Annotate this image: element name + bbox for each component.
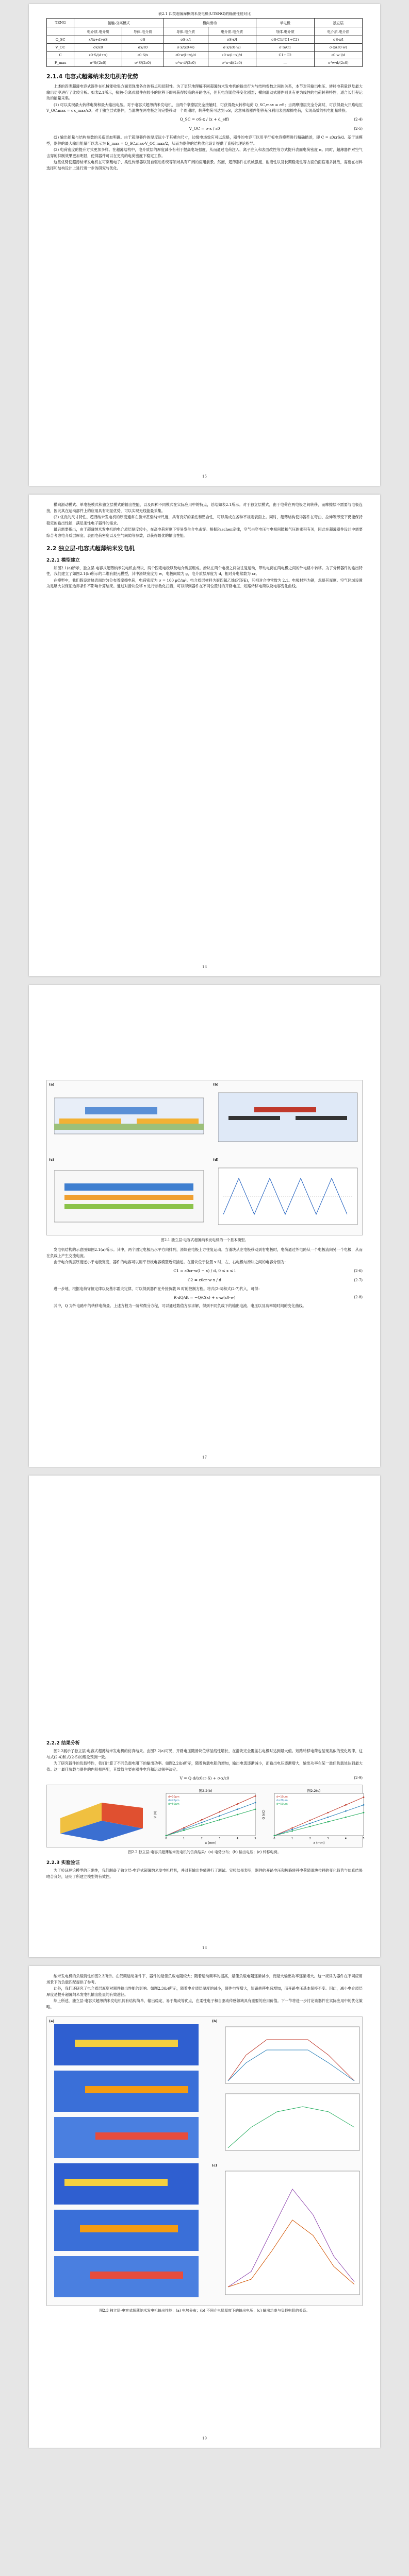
paragraph: 其中，Q 为外电路中的转移电荷量。上述方程为一阶常微分方程，可以通过数值方法求解，得到不同负载下的输出电流、电压以及功率随时间的变化曲线。: [54, 1303, 306, 1309]
table-cell: 导体-电介质: [122, 27, 163, 36]
data-point: [327, 1817, 329, 1818]
paragraph: 进一步地，根据电荷守恒定律以及基尔霍夫定律，可以得到器件在外接负载 R 时的控制方程。将式(2-6)和式(2-7)代入，可得：: [54, 1286, 262, 1291]
table-cell: 电介质-电介质: [208, 27, 256, 36]
data-point: [237, 1814, 238, 1816]
table-cell: σS·x/l: [208, 36, 256, 44]
equation-body: V_OC = σ·x / ε0: [189, 126, 220, 131]
equation-number: (2-7): [354, 1278, 363, 1282]
equation-number: (2-6): [354, 1268, 363, 1273]
figure-2-2: [46, 1785, 363, 1848]
waveform-plot: [218, 1163, 363, 1230]
power-load-plot: [215, 2168, 365, 2302]
table-cell: [47, 27, 74, 36]
table-cell: F_max: [47, 59, 74, 67]
x-axis-label: x (mm): [313, 1841, 325, 1845]
paragraph: 上述的四类超薄电容式器件在机械能收集方面表现出各自的特点和局限性。为了更好地理解不同超薄纳米发电机的输出行为与结构参数之间的关系，本节对其输出电压、转移电荷量以及最大输出功率进行了比较分析。如表2.1所示，接触-分离式器件在较小的位移下即可获得较高的开路电压，但其电容随位移变化剧烈；横向滑动式器件则具有更为线性的电荷转移特性，适合长行程运动的能量采集。: [46, 84, 363, 101]
paragraph: 综上所述，独立层-电容式超薄纳米发电机具有结构简单、输出稳定、易于集成等优点，在柔性电子和自驱动传感领域具有重要的应用价值。下一节将进一步讨论该器件在实际应用中的优化策略。: [46, 1998, 363, 2009]
x-tick-label: 3: [327, 1837, 329, 1841]
table-cell: σS·x/l: [163, 36, 208, 44]
chart-title: 图2.2(b): [199, 1789, 212, 1793]
figure-panel-label: (c): [49, 1158, 54, 1162]
page-number: 17: [202, 1455, 207, 1460]
table-cell: σx/ε0: [74, 44, 122, 52]
table-cell: V_OC: [47, 44, 74, 52]
data-point: [183, 1827, 185, 1829]
figure-panel-label: (b): [212, 2019, 218, 2023]
table-header-cell: 独立层: [314, 19, 362, 27]
data-point: [291, 1831, 293, 1832]
paragraph: 图2.2展示了独立层-电容式超薄纳米发电机的仿真结果。由图2.2(a)可见，开路电压随滑块位移呈线性增长，在滑块完全覆盖右电极时达到最大值。短路转移电荷也呈现类似的变化规律，这与式(2-4)和式(2-5)的理论预测一致。: [46, 1749, 363, 1759]
table-caption: 表2.1 四类超薄摩擦纳米发电机(UTENG)的输出性能对比: [158, 12, 251, 16]
equation-body: Q_SC = σS·x / (x + d_eff): [179, 117, 230, 122]
document-page-4: [29, 1476, 380, 1957]
table-cell: σ·x/(ε0·w): [208, 44, 256, 52]
data-point: [255, 1802, 256, 1804]
section-heading: 2.2 独立层-电容式超薄纳米发电机: [46, 545, 135, 552]
data-point: [255, 1795, 256, 1797]
table-subheader-row: [47, 27, 363, 36]
chart-title: 图2.2(c): [307, 1789, 321, 1793]
paragraph: 由于电介质层厚度远小于电极宽度，器件的电容可以用平行板电容模型近似描述。在滑块位于位置 x 时，左、右电极与滑块之间的电容分别为：: [54, 1260, 288, 1265]
data-point: [363, 1797, 365, 1798]
section-heading: 2.1.4 电容式超薄纳米发电机的优势: [46, 73, 139, 80]
document-page-1: [29, 4, 380, 486]
equation-number: (2-5): [354, 126, 363, 131]
data-point: [274, 1835, 275, 1837]
table-header-cell: 单电极: [256, 19, 314, 27]
table-cell: σ²w·d/(2ε0): [314, 59, 362, 67]
table-cell: ε0·w·l/d: [314, 52, 362, 59]
thickness-voltage-plots: [215, 2024, 365, 2158]
subsection-heading: 2.2.2 结果分析: [46, 1741, 80, 1746]
data-point: [363, 1812, 365, 1814]
plot-area: [166, 1793, 255, 1836]
data-point: [345, 1804, 347, 1806]
figure-caption: 图2.1 独立层-电容式超薄纳米发电机的一个基本模型。: [160, 1238, 249, 1242]
y-axis-label: Q (nC): [262, 1809, 266, 1820]
table-header-cell: 接触-分离模式: [74, 19, 163, 27]
table-header-row: [47, 19, 363, 27]
legend-entry: d=20μm: [276, 1799, 288, 1803]
table-cell: ε0·S/x: [122, 52, 163, 59]
x-tick-label: 4: [345, 1837, 347, 1841]
blank-space: [46, 1483, 363, 1735]
x-tick-label: 4: [236, 1837, 238, 1841]
table-row: [47, 44, 363, 52]
x-tick-label: 2: [309, 1837, 311, 1841]
layered-structure-diagram: [54, 1163, 209, 1230]
data-point: [183, 1830, 185, 1832]
figure-2-3: [46, 2016, 363, 2306]
x-tick-label: 0: [273, 1837, 275, 1841]
table-cell: ε0·w(l−x)/d: [208, 52, 256, 59]
table-cell: —: [256, 59, 314, 67]
subsection-heading: 2.2.1 模型建立: [46, 557, 80, 563]
equation: [46, 1277, 363, 1284]
paragraph: 纳米发电机的负载特性如图2.3所示。在低频运动条件下，器件的最佳负载电阻较大；随着运动频率的提高，最佳负载电阻逐渐减小，而最大输出功率逐渐增大。这一规律为器件在不同应用场景下的负载匹配提供了参考。: [46, 1974, 363, 1985]
data-point: [219, 1816, 220, 1817]
equation-body: V = Q·d/(ε0εr·S) + σ·x/ε0: [179, 1775, 230, 1781]
x-tick-label: 1: [291, 1837, 293, 1841]
table-cell: σ²S/(2ε0): [74, 59, 122, 67]
legend-entry: d=10μm: [276, 1795, 288, 1799]
legend-entry: d=50μm: [276, 1803, 288, 1806]
table-cell: σ²w·d/(2ε0): [163, 59, 208, 67]
x-tick-label: 0: [165, 1837, 167, 1841]
table-cell: σ²S/(2ε0): [122, 59, 163, 67]
table-cell: σx/ε0: [122, 44, 163, 52]
mesh-model-diagram: [218, 1088, 363, 1149]
chart-voltage: [153, 1787, 258, 1845]
page-number: 18: [202, 1946, 207, 1950]
legend-entry: d=20μm: [168, 1799, 179, 1803]
paragraph: (3) 电荷密度的提升方式更加多样。在超薄结构中，电介质层的厚度减小有利于提高电场强度，从而通过电荷注入、离子注入和表面改性等方式提升表面电荷密度 σ。同时，超薄器件对空气击穿的抑制效果更加明显，使得器件可以在更高的电荷密度下稳定工作。: [46, 147, 363, 158]
table-cell: C1+C2: [256, 52, 314, 59]
equation: [46, 1294, 363, 1301]
figure-panel-label: (a): [49, 1082, 55, 1087]
figure-caption: 图2.2 独立层-电容式超薄纳米发电机的仿真结果：(a) 电势分布；(b) 输出电压；(c) 转移电荷。: [128, 1850, 281, 1855]
data-point: [309, 1823, 311, 1824]
paragraph: 这些优势使超薄纳米发电机在可穿戴电子、柔性传感器以及自驱动系统等领域具有广阔的应用前景。然而，超薄器件在机械强度、耐磨性以及长期稳定性等方面仍面临诸多挑战，需要在材料选择和结构设计上进行进一步的研究与优化。: [46, 160, 363, 171]
data-point: [345, 1817, 347, 1818]
x-tick-label: 5: [363, 1837, 365, 1841]
table-cell: σS·x/l: [314, 36, 362, 44]
table-cell: 电介质-电介质: [74, 27, 122, 36]
figure-caption: 图2.3 独立层-电容式超薄纳米发电机输出性能：(a) 电势分布；(b) 不同介电层厚度下的输出电压；(c) 输出功率与负载电阻的关系。: [99, 2308, 310, 2313]
table-cell: 导体-电介质: [163, 27, 208, 36]
legend-entry: d=50μm: [168, 1803, 179, 1806]
paragraph: 为了研究器件的负载特性，我们计算了不同负载电阻下的输出功率。如图2.2(b)所示，随着负载电阻的增加，输出电流逐渐减小，而输出电压逐渐增大，输出功率在某一最佳负载处达到最大值。这一最佳负载与器件的内阻相匹配，其数值主要由器件电容和运动频率决定。: [46, 1761, 363, 1772]
x-tick-label: 1: [183, 1837, 185, 1841]
table-cell: x/(x+d)·σS: [74, 36, 122, 44]
figure-2-1: [46, 1080, 363, 1235]
comparison-table: [46, 18, 363, 67]
paragraph: (1) 可以实现最大转移电荷和最大输出电压。对于电容式超薄纳米发电机，当两个摩擦层完全接触时，可获得最大转移电荷 Q_SC,max = σS；当两摩擦层完全分离时，可获得最大开路电压 V_OC,max = σx_max/ε0。对于独立层式器件，当滑块在两电极之间完整移动一个周期时，转移电荷可达到 σS，这意味着器件能够充分利用表面摩擦电荷，实现高效的机电能量转换。: [46, 102, 363, 113]
table-row: [47, 59, 363, 67]
data-point: [219, 1811, 220, 1813]
data-point: [345, 1810, 347, 1812]
paragraph: 如图2.1(a)所示，独立层-电容式超薄纳米发电机由滑块、两个固定电极以及电介质层组成。滑块在两个电极之间做往复运动，带动电荷在两电极之间的外电路中转移。为了分析器件的输出特性，我们建立了如图2.1(b)所示的二维有限元模型，其中滑块宽度为 w，电极间隙为 g，电介质层厚度为 d，相对介电常数为 εr。: [46, 565, 363, 577]
table-header-cell: TENG: [47, 19, 74, 27]
x-tick-label: 2: [201, 1837, 203, 1841]
figure-panel-label: (a): [49, 2019, 55, 2023]
table-cell: σ·x/(ε0·w): [163, 44, 208, 52]
legend-entry: d=10μm: [168, 1795, 179, 1799]
chart-charge: [261, 1787, 367, 1845]
page-number: 19: [202, 2436, 207, 2441]
subsection-heading: 2.2.3 实验验证: [46, 1860, 80, 1866]
paragraph: 最后需要指出，由于超薄纳米发电机的电介质层厚度较小，在高电荷密度下容易发生介电击穿。根据Paschen定律，空气击穿电压与电极间隙和气压的乘积有关，因此在超薄器件设计中需要综合考虑电介质层厚度、表面电荷密度以及空气间隙等参数，以获得最优的输出性能。: [46, 527, 363, 538]
data-point: [201, 1819, 203, 1821]
figure-panel-label: (d): [213, 1158, 219, 1162]
x-tick-label: 3: [219, 1837, 221, 1841]
page-number: 15: [202, 474, 207, 479]
plot-area: [274, 1793, 364, 1836]
paragraph: 发电机结构的示意图如图2.1(a)所示。其中，两个固定电极沿水平方向排列，滑块在电极上方往复运动。当滑块从左电极移动到右电极时，电荷通过外电路从一个电极流向另一个电极，从而在负载上产生交流电流。: [46, 1247, 363, 1258]
device-structure-diagram: [54, 1088, 209, 1149]
table-cell: C: [47, 52, 74, 59]
paragraph: (2) 优良的尺寸特性。超薄纳米发电机的厚度通常在微米甚至纳米尺度，具有良好的柔性和贴合性，可以集成在各种不规则表面上。同时，超薄结构使得器件在弯曲、拉伸等形变下仍能保持稳定的输出性能，满足柔性电子器件的需求。: [46, 515, 363, 526]
data-point: [309, 1820, 311, 1821]
data-point: [309, 1826, 311, 1827]
x-axis-label: x (mm): [205, 1841, 217, 1845]
table-cell: σS·C1/(C1+C2): [256, 36, 314, 44]
equation-body: C2 = ε0εr·w·x / d: [187, 1278, 222, 1283]
y-axis-label: V (V): [154, 1810, 157, 1819]
table-cell: ε0·S/(d+x): [74, 52, 122, 59]
figure-panel-label: (b): [213, 1082, 219, 1087]
table-cell: 导体-电介质: [256, 27, 314, 36]
equation-number: (2-4): [354, 117, 363, 122]
table-cell: σ²w·d/(2ε0): [208, 59, 256, 67]
equation-number: (2-8): [354, 1295, 363, 1300]
data-point: [166, 1835, 167, 1837]
surface-plot: [50, 1787, 148, 1845]
table-row: [47, 52, 363, 59]
table-cell: ε0·w(l−x)/d: [163, 52, 208, 59]
data-point: [201, 1822, 203, 1823]
paragraph: 横向滑动模式、单电极模式和独立层模式的输出性能，以及四种不同模式在实际应用中的特点，总结如表2.1所示。对于独立层模式，由于电荷在两电极之间转移，而摩擦层不需要与电极连接，因此其在运动部件上的应用具有明显优势，可以实现无线能量采集。: [46, 502, 363, 513]
data-point: [237, 1809, 238, 1810]
page-number: 16: [202, 965, 207, 969]
data-point: [255, 1809, 256, 1810]
figure-panel-label: (c): [212, 2163, 217, 2167]
equation: [46, 1774, 363, 1782]
table-cell: σS: [122, 36, 163, 44]
data-point: [327, 1821, 329, 1823]
equation: [46, 1267, 363, 1275]
table-cell: 电介质-电介质: [314, 27, 362, 36]
data-point: [237, 1803, 238, 1805]
table-cell: σ·S/C1: [256, 44, 314, 52]
table-header-cell: 横向滑动: [163, 19, 256, 27]
data-point: [219, 1819, 220, 1821]
document-page-5: [29, 1966, 380, 2448]
document-page-2: [29, 495, 380, 976]
document-page-3: [29, 985, 380, 1467]
paragraph: 在模型中，我们假设滑块表面均匀分布着摩擦电荷，电荷密度为 σ = 100 μC/m²。电介质层材料为聚四氟乙烯(PTFE)，其相对介电常数为 2.1。电极材料为铜，忽略其厚度。空气区域设置为足够大以保证边界条件不影响计算结果。通过对滑块位移 x 进行参数化扫描，可以得到器件在不同位置时的开路电压、短路转移电荷以及电容变化曲线。: [46, 578, 363, 589]
paragraph: (2) 输出能量与结构参数的关系更加明确。由于超薄器件的厚度远小于其横向尺寸，边缘电场效应可以忽略，器件的电容可以用平行板电容模型进行精确描述，即 C = ε0εrS/d。基于该模型，器件的最大输出能量可以表示为 E_max = Q_SC,max·V_OC,max/2，从而为器件的结构优化设计提供了直接的理论指导。: [46, 134, 363, 146]
paragraph: 为了验证理论模型的正确性，我们制备了独立层-电容式超薄纳米发电机样机，并对其输出性能进行了测试。实验结果表明，器件的开路电压和短路转移电荷随滑块位移的变化趋势与仿真结果吻合良好，证明了所建立模型的有效性。: [46, 1868, 363, 1879]
data-point: [291, 1827, 293, 1829]
table-cell: Q_SC: [47, 36, 74, 44]
data-point: [183, 1828, 185, 1830]
potential-distribution-stack: [54, 2024, 204, 2302]
equation-body: R·dQ/dt = −Q/C(x) + σ·x/(ε0·w): [173, 1295, 236, 1300]
data-point: [363, 1804, 365, 1806]
data-point: [291, 1829, 293, 1831]
data-point: [201, 1824, 203, 1826]
equation-body: C1 = ε0εr·w(l − x) / d, 0 ≤ x ≤ l: [173, 1268, 236, 1274]
table-row: [47, 36, 363, 44]
equation: [46, 116, 363, 123]
equation-number: (2-9): [354, 1776, 363, 1781]
table-cell: σ·x/(ε0·w): [314, 44, 362, 52]
data-point: [327, 1812, 329, 1814]
x-tick-label: 5: [254, 1837, 256, 1841]
paragraph: 此外，我们还研究了电介质层厚度对器件输出性能的影响。如图2.3(b)所示，随着电介质层厚度的减小，器件电容增大，短路转移电荷增加，而开路电压基本保持不变。因此，减小电介质层厚度是提升超薄纳米发电机输出能量的有效途径。: [46, 1986, 363, 1997]
equation: [46, 125, 363, 132]
